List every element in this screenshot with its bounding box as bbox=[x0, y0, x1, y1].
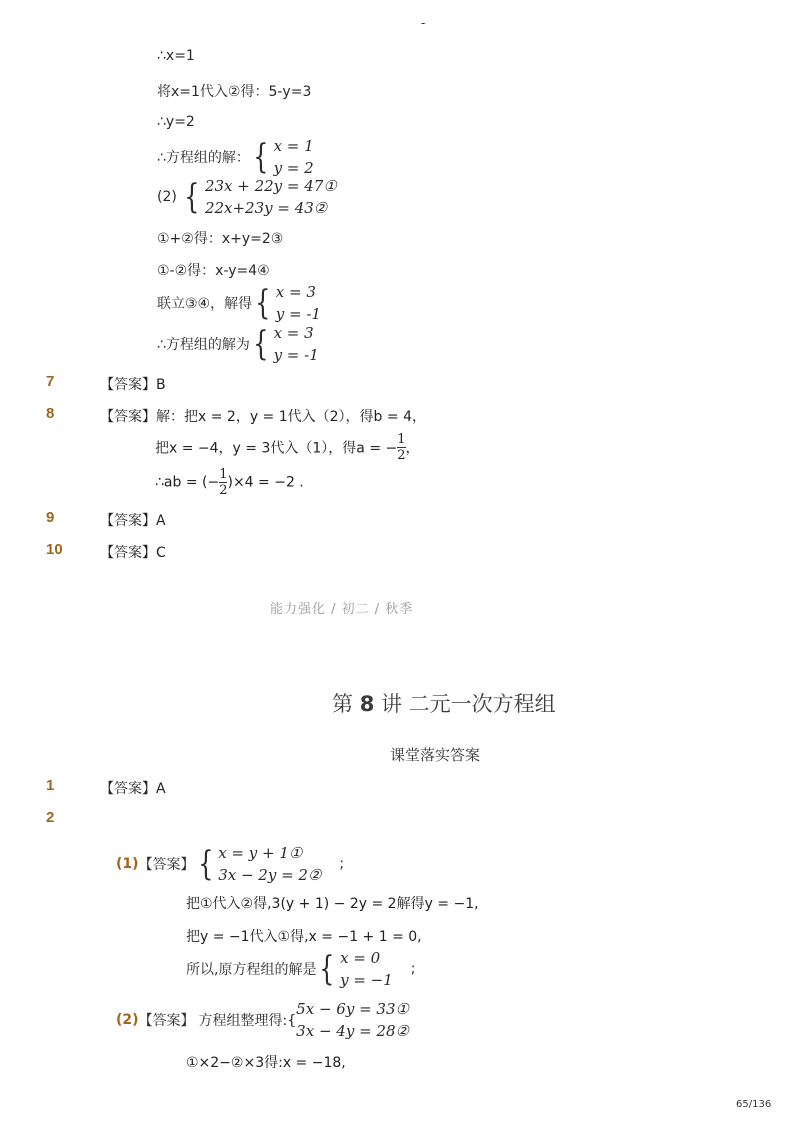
solution-line: 把①代入②得,3(y + 1) − 2y = 2解得y = −1, bbox=[186, 896, 479, 912]
system-prefix: (2) bbox=[157, 189, 177, 205]
sub-answer bbox=[116, 842, 344, 886]
fraction-numerator: 1 bbox=[397, 432, 406, 447]
fraction-numerator: 1 bbox=[219, 467, 228, 482]
solution-line: ①-②得：x-y=4④ bbox=[157, 263, 270, 279]
equation: x = 1 bbox=[273, 137, 314, 155]
equation: 22x+23y = 43② bbox=[204, 199, 328, 217]
solution-system bbox=[157, 135, 314, 179]
brace-icon: { bbox=[184, 177, 200, 217]
solution-system bbox=[186, 947, 416, 991]
answer-tag: 【答案】 bbox=[138, 857, 195, 873]
system-prefix: ∴方程组的解为 bbox=[157, 337, 250, 353]
equation: x = 0 bbox=[340, 949, 381, 967]
top-mark: - bbox=[421, 16, 426, 30]
system-prefix: 联立③④，解得 bbox=[157, 296, 253, 312]
answer-fragment: 把x = −4，y = 3代入（1），得a = − bbox=[155, 440, 398, 457]
solution-system bbox=[157, 175, 337, 219]
lecture-title bbox=[332, 688, 556, 718]
page-footer: 能力强化 / 初二 / 秋季 bbox=[270, 602, 414, 617]
solution-line: 把y = −1代入①得,x = −1 + 1 = 0, bbox=[186, 929, 422, 945]
equation: y = −1 bbox=[340, 971, 393, 989]
fraction-denominator: 2 bbox=[397, 448, 406, 463]
answer-text: 【答案】A bbox=[100, 781, 166, 797]
answer-text: 【答案】解：把x = 2，y = 1代入（2），得b = 4， bbox=[100, 409, 426, 425]
equation: 23x + 22y = 47① bbox=[204, 177, 337, 195]
system-prefix: 所以,原方程组的解是 bbox=[186, 962, 317, 978]
question-number: 10 bbox=[46, 541, 63, 558]
equation: y = -1 bbox=[273, 346, 319, 364]
brace-icon: { bbox=[255, 283, 271, 323]
system-prefix: ∴方程组的解： bbox=[157, 150, 250, 166]
solution-line: ∴y=2 bbox=[157, 114, 195, 130]
question-number: 1 bbox=[46, 777, 55, 794]
equation: 5x − 6y = 33① bbox=[296, 1000, 409, 1018]
punctuation: ; bbox=[339, 856, 345, 872]
brace-icon: { bbox=[253, 137, 269, 177]
sub-answer bbox=[116, 998, 409, 1042]
equation: 3x − 2y = 2② bbox=[218, 866, 322, 884]
solution-line: ①×2−②×3得:x = −18, bbox=[186, 1055, 346, 1071]
question-number: 7 bbox=[46, 373, 55, 390]
question-number: 9 bbox=[46, 509, 55, 526]
title-part: 第 bbox=[332, 692, 353, 716]
answer-text: 【答案】B bbox=[100, 377, 166, 393]
fraction-denominator: 2 bbox=[219, 483, 228, 498]
brace-icon: { bbox=[253, 324, 269, 364]
answer-line bbox=[155, 432, 420, 463]
title-number: 8 bbox=[359, 692, 375, 716]
system-prefix: 方程组整理得:{ bbox=[198, 1013, 297, 1029]
fraction bbox=[397, 432, 405, 463]
solution-system bbox=[157, 281, 321, 325]
answer-fragment: ∴ab = (− bbox=[155, 474, 220, 491]
title-part: 讲 二元一次方程组 bbox=[381, 692, 556, 716]
equation: 3x − 4y = 28② bbox=[296, 1022, 409, 1040]
section-title: 课堂落实答案 bbox=[390, 746, 481, 764]
solution-system bbox=[157, 322, 319, 366]
solution-line: 将x=1代入②得：5-y=3 bbox=[157, 84, 312, 100]
answer-text: 【答案】A bbox=[100, 513, 166, 529]
sub-label: (2) bbox=[116, 1012, 139, 1028]
equation: x = y + 1① bbox=[218, 844, 303, 862]
solution-line: ①+②得：x+y=2③ bbox=[157, 231, 284, 247]
answer-text: 【答案】C bbox=[100, 545, 166, 561]
equation: x = 3 bbox=[275, 283, 316, 301]
brace-icon: { bbox=[319, 949, 335, 989]
question-number: 2 bbox=[46, 809, 55, 826]
equation: y = -1 bbox=[275, 305, 321, 323]
equation: y = 2 bbox=[273, 159, 314, 177]
answer-line bbox=[155, 467, 304, 498]
solution-line: ∴x=1 bbox=[157, 48, 195, 64]
equation: x = 3 bbox=[273, 324, 314, 342]
brace-icon: { bbox=[197, 844, 213, 884]
question-number: 8 bbox=[46, 405, 55, 422]
sub-label: (1) bbox=[116, 856, 139, 872]
punctuation: ; bbox=[410, 961, 416, 977]
answer-tag: 【答案】 bbox=[138, 1013, 195, 1029]
answer-fragment: ， bbox=[405, 440, 420, 457]
page-number: 65/136 bbox=[736, 1099, 772, 1110]
answer-fragment: )×4 = −2 . bbox=[227, 474, 304, 491]
